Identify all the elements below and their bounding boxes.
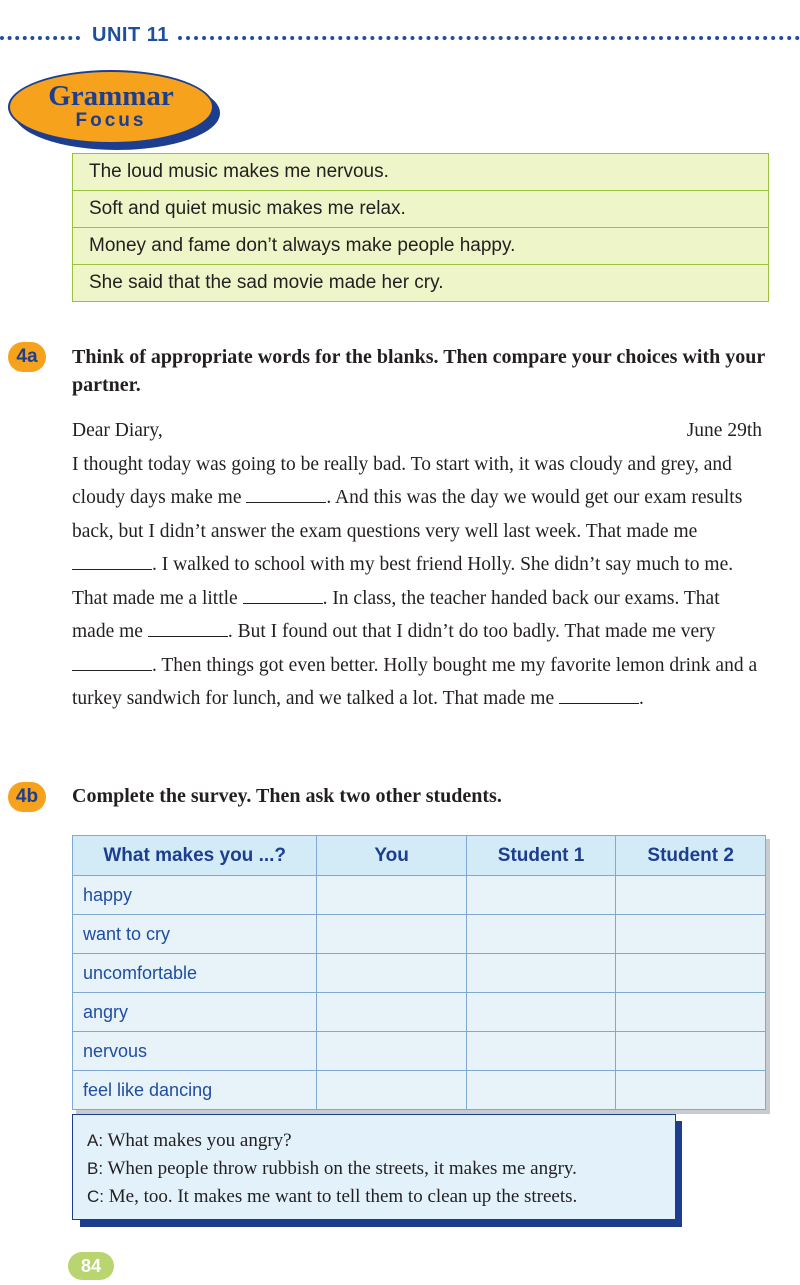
survey-cell-you[interactable] [317, 993, 466, 1032]
survey-cell-student-1[interactable] [466, 876, 616, 915]
diary-text: . [639, 688, 644, 709]
blank-3[interactable] [243, 585, 323, 604]
survey-header-student-2: Student 2 [616, 836, 766, 876]
blank-1[interactable] [246, 484, 326, 503]
diary-text: . Then things got even better. Holly bought me my favorite lemon drink and a turkey sandwich for lunch, and we talked a lot. That made me [72, 654, 758, 709]
unit-header [0, 22, 800, 52]
blank-5[interactable] [72, 652, 152, 671]
survey-cell-student-2[interactable] [616, 1032, 766, 1071]
activity-4a-instruction: Think of appropriate words for the blanks. Then compare your choices with your partner. [72, 346, 765, 396]
diary-greeting: Dear Diary, [72, 420, 163, 441]
dialogue-line [87, 1155, 665, 1183]
dialogue-line [87, 1183, 665, 1211]
grammar-sentence: She said that the sad movie made her cry. [89, 272, 444, 293]
survey-cell-student-2[interactable] [616, 954, 766, 993]
grammar-focus-badge [8, 70, 214, 144]
survey-cell-you[interactable] [317, 876, 466, 915]
dialogue-text: What makes you angry? [107, 1130, 292, 1151]
diary-entry [72, 414, 762, 716]
survey-cell-student-1[interactable] [466, 1032, 616, 1071]
survey-row-label: angry [73, 993, 317, 1032]
header-dots-left [0, 36, 80, 40]
survey-header-you: You [317, 836, 466, 876]
survey-cell-student-2[interactable] [616, 993, 766, 1032]
diary-text: . In class, the teacher handed back our exams. That made me [72, 587, 720, 642]
survey-cell-you[interactable] [317, 954, 466, 993]
survey-table [72, 835, 766, 1110]
survey-cell-you[interactable] [317, 915, 466, 954]
dialogue-speaker: C: [87, 1187, 104, 1206]
survey-cell-student-1[interactable] [466, 954, 616, 993]
survey-cell-student-2[interactable] [616, 915, 766, 954]
survey-header-row [73, 836, 766, 876]
page-number: 84 [68, 1252, 114, 1280]
table-row [73, 1032, 766, 1071]
blank-6[interactable] [559, 685, 639, 704]
survey-row-label: happy [73, 876, 317, 915]
survey-cell-you[interactable] [317, 1071, 466, 1110]
grammar-sentence: Money and fame don’t always make people happy. [73, 228, 768, 265]
grammar-focus-table [72, 153, 769, 302]
survey-cell-student-2[interactable] [616, 1071, 766, 1110]
diary-body [72, 448, 762, 716]
header-dots-right [178, 36, 800, 40]
table-row [73, 1071, 766, 1110]
blank-2[interactable] [72, 551, 152, 570]
dialogue-text: Me, too. It makes me want to tell them to clean up the streets. [108, 1186, 578, 1207]
table-row [73, 954, 766, 993]
survey-row-label: feel like dancing [73, 1071, 317, 1110]
survey-row-label: want to cry [73, 915, 317, 954]
survey-row-label: uncomfortable [73, 954, 317, 993]
survey-header-question: What makes you ...? [73, 836, 317, 876]
table-row [73, 915, 766, 954]
badge-title-bottom: Focus [75, 110, 147, 131]
dialogue-box [72, 1114, 676, 1220]
diary-text: . I walked to school with my best friend Holly. She didn’t say much to me. That made me a little [72, 554, 734, 609]
dialogue-speaker: A: [87, 1131, 104, 1150]
table-row [73, 993, 766, 1032]
diary-date: June 29th [686, 420, 762, 441]
blank-4[interactable] [148, 618, 228, 637]
grammar-sentence: Soft and quiet music makes me relax. [73, 191, 768, 228]
survey-header-student-1: Student 1 [466, 836, 616, 876]
activity-4a-badge: 4a [8, 342, 46, 372]
badge-title-top: Grammar [48, 80, 174, 112]
diary-header [72, 414, 762, 448]
diary-text: . But I found out that I didn’t do too badly. That made me very [227, 621, 716, 642]
survey-row-label: nervous [73, 1032, 317, 1071]
table-row [73, 876, 766, 915]
diary-text: . And this was the day we would get our exam results back, but I didn’t answer the exam questions very well last week. That made me [72, 487, 743, 542]
survey-cell-student-1[interactable] [466, 915, 616, 954]
diary-text: I thought today was going to be really bad. To start with, it was cloudy and grey, and cloudy days make me [72, 453, 732, 508]
survey-cell-student-1[interactable] [466, 1071, 616, 1110]
dialogue-speaker: B: [87, 1159, 104, 1178]
activity-4b-badge: 4b [8, 782, 46, 812]
survey-cell-student-1[interactable] [466, 993, 616, 1032]
dialogue-line [87, 1127, 665, 1155]
unit-title: UNIT 11 [92, 24, 169, 46]
survey-cell-student-2[interactable] [616, 876, 766, 915]
survey-cell-you[interactable] [317, 1032, 466, 1071]
dialogue-text: When people throw rubbish on the streets, it makes me angry. [107, 1158, 577, 1179]
grammar-sentence: The loud music makes me nervous. [73, 154, 768, 191]
activity-4b-instruction: Complete the survey. Then ask two other students. [72, 785, 502, 807]
